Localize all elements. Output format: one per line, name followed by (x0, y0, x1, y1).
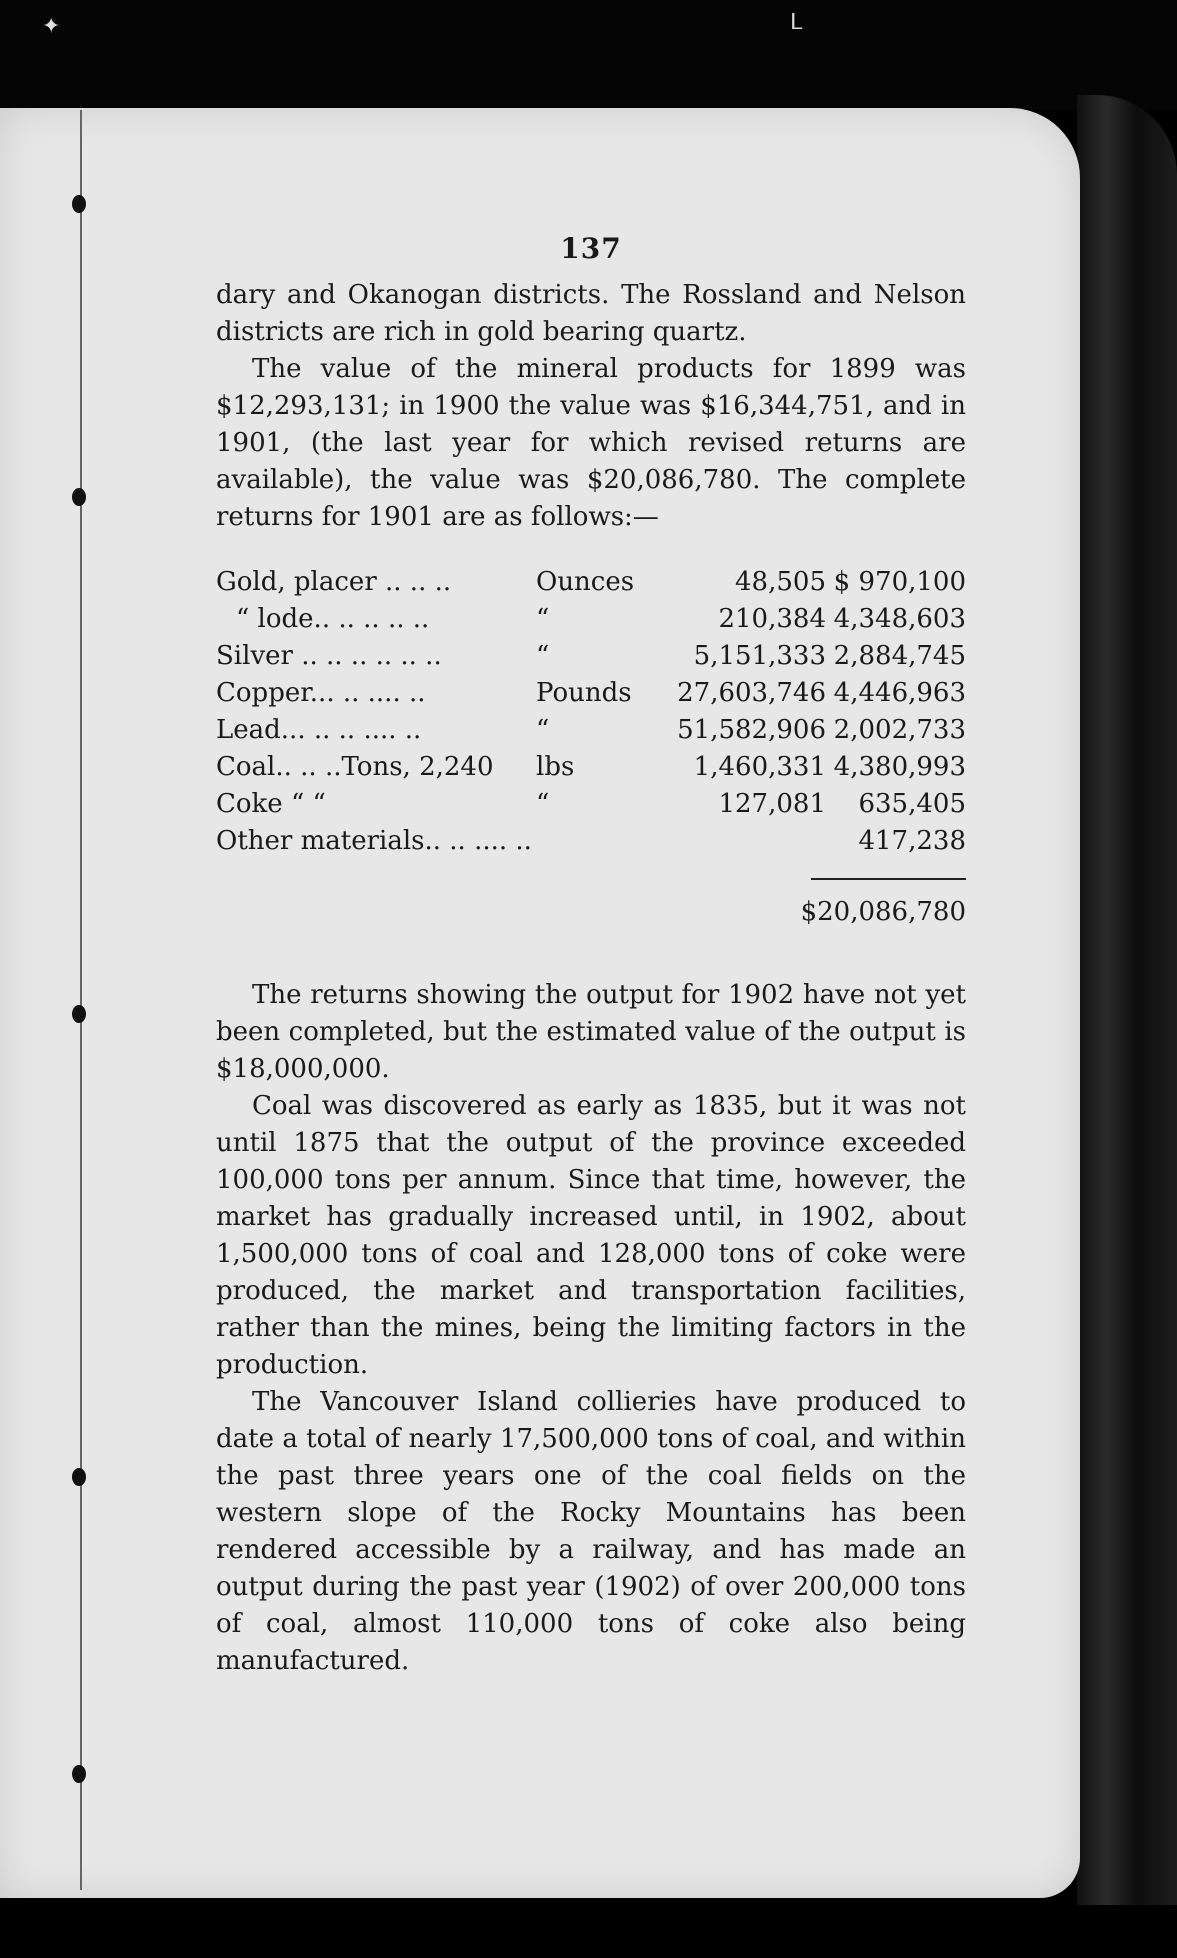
item-cell: Coke “ “ (216, 789, 326, 819)
page-text (216, 230, 966, 1680)
paragraph-1902-returns: The returns showing the output for 1902 have not yet been completed, but the estimated value of the output is $18,000,000. (216, 980, 966, 1084)
item-cell: Silver .. .. .. .. .. .. (216, 641, 442, 671)
item-cell: Gold, placer .. .. .. (216, 567, 452, 597)
unit-cell: “ (536, 641, 550, 671)
quantity-cell: 1,460,331 (693, 752, 826, 782)
table-row (216, 638, 966, 675)
scan-top-border (0, 0, 1177, 110)
item-cell: “ lode.. .. .. .. .. (236, 604, 430, 634)
value-cell: 417,238 (858, 826, 966, 856)
scan-mark-left: ✦ (42, 14, 61, 39)
item-cell: Lead... .. .. .... .. (216, 715, 422, 745)
quantity-cell: 127,081 (718, 789, 826, 819)
value-cell: $ 970,100 (833, 567, 966, 597)
quantity-cell: 210,384 (718, 604, 826, 634)
table-row (216, 823, 966, 860)
page-number: 137 (560, 232, 622, 265)
item-cell: Other materials.. .. .... .. (216, 826, 532, 856)
value-cell: 2,002,733 (833, 715, 966, 745)
value-cell: 2,884,745 (833, 641, 966, 671)
item-cell: Copper... .. .... .. (216, 678, 426, 708)
paragraph-coal-history: Coal was discovered as early as 1835, but it was not until 1875 that the output of the province exceeded 100,000 tons per annum. Since that time, however, the market has gradually increased until, in 1902, about 1,500,000 tons of coal and 128,000 tons of coke were produced, the market and transportation facilities, rather than the mines, being the limiting factors in the production. (216, 1091, 966, 1380)
binding-dot (72, 1765, 86, 1783)
mineral-returns-table (216, 564, 966, 860)
total-value: $20,086,780 (800, 897, 966, 927)
value-cell: 4,380,993 (833, 752, 966, 782)
scan-mark-right: ᒪ (790, 10, 803, 35)
quantity-cell: 51,582,906 (677, 715, 826, 745)
paragraph-districts: dary and Okanogan districts. The Rossland and Nelson districts are rich in gold bearing quartz. (216, 280, 966, 347)
value-cell: 4,348,603 (833, 604, 966, 634)
table-row (216, 786, 966, 823)
quantity-cell: 5,151,333 (693, 641, 826, 671)
paragraph-vancouver-island: The Vancouver Island collieries have produced to date a total of nearly 17,500,000 tons of coal, and within the past three years one of the coal fields on the western slope of the Rocky Mountains has been rendered accessible by a railway, and has made an output during the past year (1902) of over 200,000 tons of coal, almost 110,000 tons of coke also being manufactured. (216, 1387, 966, 1676)
table-row (216, 749, 966, 786)
table-row (216, 564, 966, 601)
item-cell: Coal.. .. ..Tons, 2,240 (216, 752, 494, 782)
unit-cell: Pounds (536, 678, 632, 708)
table-row (216, 712, 966, 749)
binding-dot (72, 488, 86, 506)
unit-cell: “ (536, 789, 550, 819)
quantity-cell: 27,603,746 (677, 678, 826, 708)
unit-cell: Ounces (536, 567, 635, 597)
unit-cell: lbs (536, 752, 575, 782)
unit-cell: “ (536, 604, 550, 634)
table-row (216, 601, 966, 638)
binding-dot (72, 1005, 86, 1023)
paragraph-values: The value of the mineral products for 1899 was $12,293,131; in 1900 the value was $16,344,751, and in 1901, (the last year for which revised returns are available), the value was $20,086,780. The complete returns for 1901 are as follows:— (216, 354, 966, 532)
unit-cell (536, 823, 656, 860)
quantity-cell: 48,505 (735, 567, 826, 597)
binding-dot (72, 1468, 86, 1486)
value-cell: 4,446,963 (833, 678, 966, 708)
quantity-cell (656, 823, 826, 860)
total-rule (811, 878, 966, 880)
binding-dot (72, 195, 86, 213)
book-edge (1077, 95, 1177, 1905)
binding-line (80, 110, 82, 1890)
table-row (216, 675, 966, 712)
value-cell: 635,405 (858, 789, 966, 819)
unit-cell: “ (536, 715, 550, 745)
